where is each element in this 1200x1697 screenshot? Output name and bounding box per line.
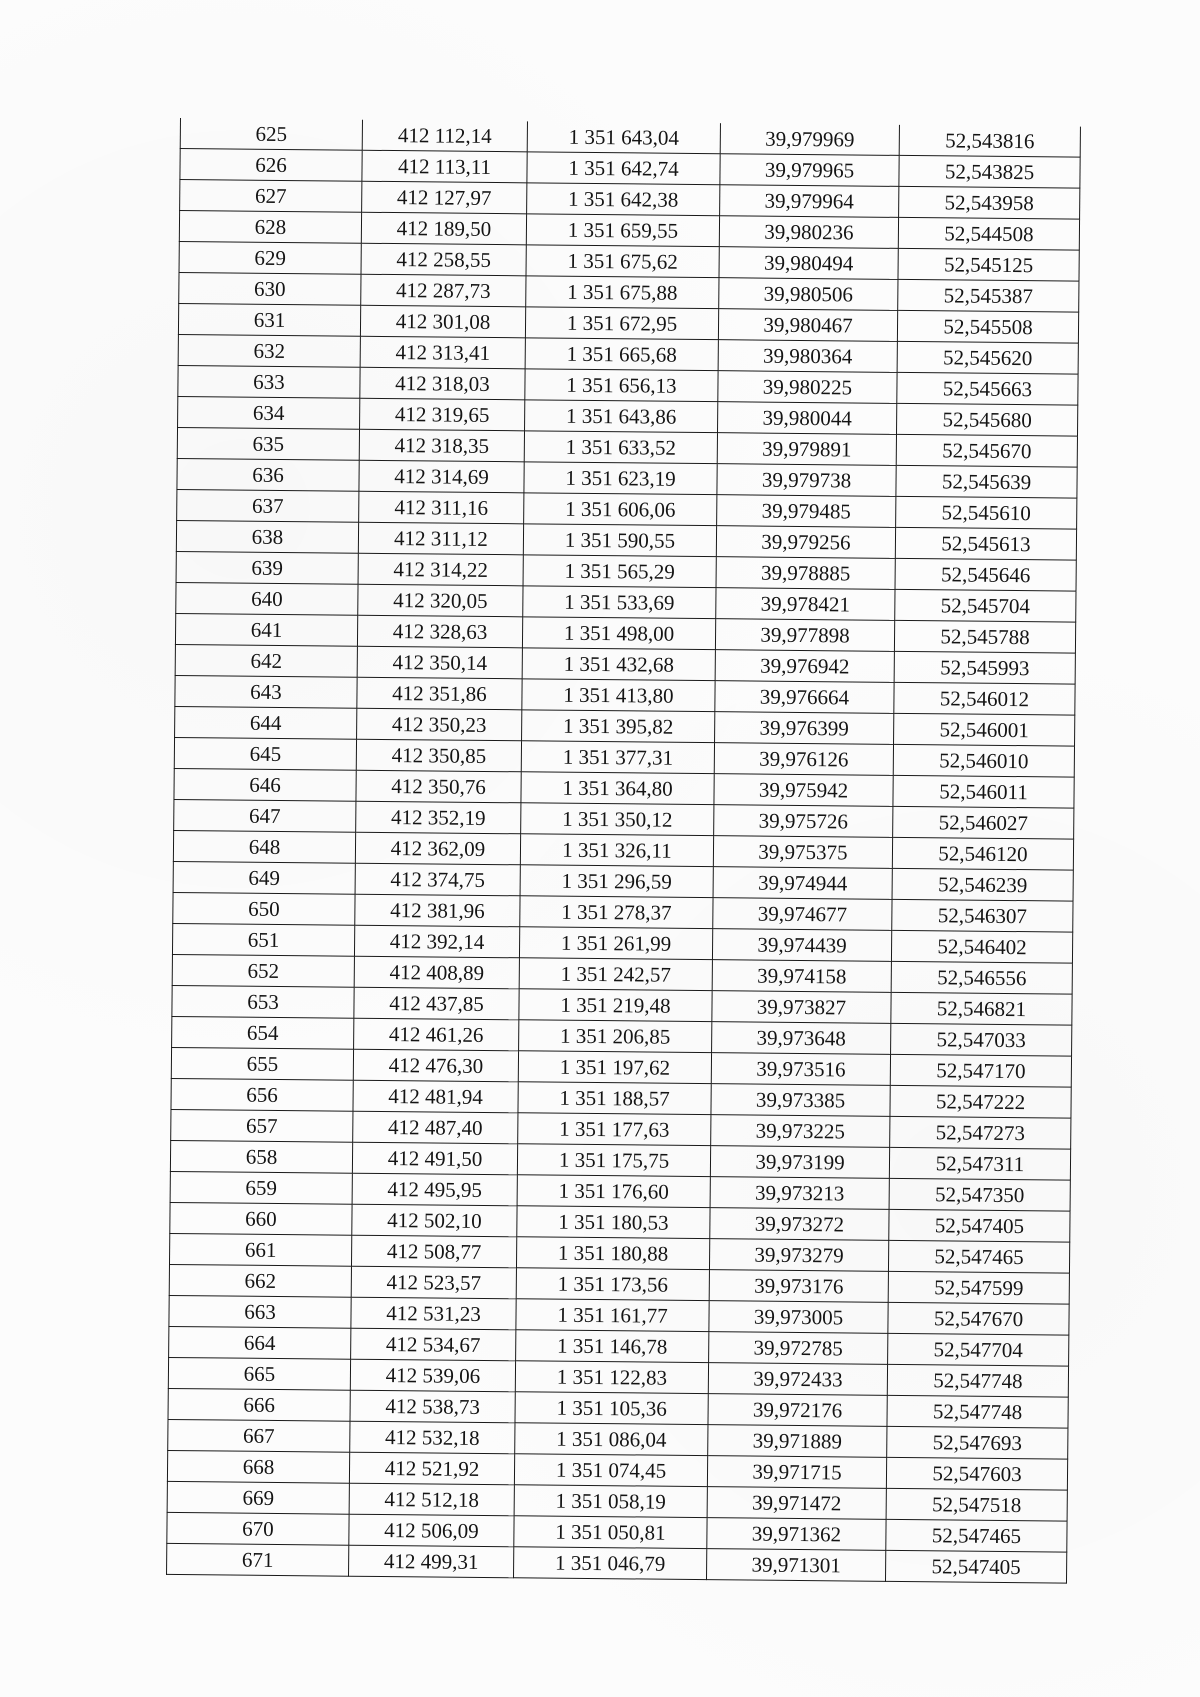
x-coordinate-cell: 412 491,50 bbox=[352, 1142, 517, 1175]
y-coordinate-cell: 1 351 173,56 bbox=[516, 1268, 709, 1301]
x-coordinate-cell: 412 362,09 bbox=[355, 832, 520, 865]
longitude-cell: 39,978421 bbox=[716, 588, 895, 621]
y-coordinate-cell: 1 351 326,11 bbox=[520, 834, 713, 867]
longitude-cell: 39,980506 bbox=[719, 278, 898, 311]
x-coordinate-cell: 412 374,75 bbox=[355, 863, 520, 896]
point-number-cell: 634 bbox=[178, 396, 360, 429]
coordinates-table-wrapper bbox=[166, 118, 1080, 1584]
y-coordinate-cell: 1 351 180,88 bbox=[516, 1237, 709, 1270]
longitude-cell: 39,971889 bbox=[708, 1425, 887, 1458]
x-coordinate-cell: 412 318,35 bbox=[359, 429, 524, 462]
longitude-cell: 39,971715 bbox=[707, 1456, 886, 1489]
latitude-cell: 52,545125 bbox=[898, 248, 1079, 281]
latitude-cell: 52,547670 bbox=[888, 1302, 1069, 1335]
latitude-cell: 52,547518 bbox=[886, 1488, 1067, 1521]
point-number-cell: 655 bbox=[171, 1047, 353, 1080]
x-coordinate-cell: 412 112,14 bbox=[362, 120, 527, 152]
point-number-cell: 629 bbox=[179, 241, 361, 274]
y-coordinate-cell: 1 351 219,48 bbox=[519, 989, 712, 1022]
point-number-cell: 628 bbox=[179, 211, 361, 244]
y-coordinate-cell: 1 351 261,99 bbox=[519, 927, 712, 960]
y-coordinate-cell: 1 351 672,95 bbox=[525, 307, 718, 340]
point-number-cell: 633 bbox=[178, 365, 360, 398]
point-number-cell: 664 bbox=[169, 1326, 351, 1359]
point-number-cell: 663 bbox=[169, 1295, 351, 1328]
latitude-cell: 52,546239 bbox=[892, 868, 1073, 901]
point-number-cell: 660 bbox=[170, 1202, 352, 1235]
longitude-cell: 39,974158 bbox=[712, 960, 891, 993]
x-coordinate-cell: 412 318,03 bbox=[360, 367, 525, 400]
latitude-cell: 52,546821 bbox=[891, 992, 1072, 1025]
longitude-cell: 39,980467 bbox=[718, 309, 897, 342]
longitude-cell: 39,979891 bbox=[717, 433, 896, 466]
latitude-cell: 52,543825 bbox=[899, 155, 1080, 188]
x-coordinate-cell: 412 508,77 bbox=[351, 1235, 516, 1268]
longitude-cell: 39,973385 bbox=[711, 1084, 890, 1117]
latitude-cell: 52,545670 bbox=[896, 434, 1077, 467]
x-coordinate-cell: 412 350,85 bbox=[356, 739, 521, 772]
latitude-cell: 52,546120 bbox=[892, 837, 1073, 870]
point-number-cell: 644 bbox=[175, 706, 357, 739]
x-coordinate-cell: 412 481,94 bbox=[353, 1080, 518, 1113]
point-number-cell: 625 bbox=[180, 118, 362, 150]
point-number-cell: 646 bbox=[174, 768, 356, 801]
x-coordinate-cell: 412 320,05 bbox=[358, 584, 523, 617]
x-coordinate-cell: 412 311,16 bbox=[359, 491, 524, 524]
point-number-cell: 636 bbox=[177, 458, 359, 491]
latitude-cell: 52,545788 bbox=[894, 620, 1075, 653]
longitude-cell: 39,979485 bbox=[717, 495, 896, 528]
latitude-cell: 52,547693 bbox=[887, 1426, 1068, 1459]
longitude-cell: 39,971301 bbox=[706, 1549, 885, 1582]
y-coordinate-cell: 1 351 180,53 bbox=[517, 1206, 710, 1239]
longitude-cell: 39,980236 bbox=[719, 216, 898, 249]
x-coordinate-cell: 412 499,31 bbox=[349, 1545, 514, 1578]
point-number-cell: 668 bbox=[167, 1450, 349, 1483]
longitude-cell: 39,976664 bbox=[715, 681, 894, 714]
latitude-cell: 52,546307 bbox=[892, 899, 1073, 932]
longitude-cell: 39,979969 bbox=[720, 123, 899, 155]
x-coordinate-cell: 412 506,09 bbox=[349, 1514, 514, 1547]
latitude-cell: 52,545508 bbox=[897, 310, 1078, 343]
x-coordinate-cell: 412 287,73 bbox=[361, 274, 526, 307]
point-number-cell: 658 bbox=[170, 1140, 352, 1173]
longitude-cell: 39,979965 bbox=[720, 154, 899, 187]
point-number-cell: 671 bbox=[167, 1543, 349, 1576]
point-number-cell: 631 bbox=[178, 303, 360, 336]
latitude-cell: 52,545620 bbox=[897, 341, 1078, 374]
longitude-cell: 39,973199 bbox=[710, 1146, 889, 1179]
y-coordinate-cell: 1 351 498,00 bbox=[522, 617, 715, 650]
x-coordinate-cell: 412 350,14 bbox=[357, 646, 522, 679]
longitude-cell: 39,974439 bbox=[712, 929, 891, 962]
longitude-cell: 39,975375 bbox=[713, 836, 892, 869]
latitude-cell: 52,547465 bbox=[888, 1240, 1069, 1273]
x-coordinate-cell: 412 408,89 bbox=[354, 956, 519, 989]
latitude-cell: 52,547273 bbox=[890, 1116, 1071, 1149]
x-coordinate-cell: 412 521,92 bbox=[349, 1452, 514, 1485]
latitude-cell: 52,547599 bbox=[888, 1271, 1069, 1304]
latitude-cell: 52,543816 bbox=[899, 125, 1080, 157]
y-coordinate-cell: 1 351 146,78 bbox=[516, 1330, 709, 1363]
longitude-cell: 39,974677 bbox=[713, 898, 892, 931]
point-number-cell: 637 bbox=[177, 489, 359, 522]
point-number-cell: 641 bbox=[175, 613, 357, 646]
point-number-cell: 670 bbox=[167, 1512, 349, 1545]
x-coordinate-cell: 412 113,11 bbox=[362, 150, 527, 183]
latitude-cell: 52,547350 bbox=[889, 1178, 1070, 1211]
point-number-cell: 665 bbox=[168, 1357, 350, 1390]
y-coordinate-cell: 1 351 590,55 bbox=[523, 524, 716, 557]
y-coordinate-cell: 1 351 395,82 bbox=[522, 710, 715, 743]
x-coordinate-cell: 412 531,23 bbox=[351, 1297, 516, 1330]
point-number-cell: 651 bbox=[172, 923, 354, 956]
point-number-cell: 635 bbox=[177, 427, 359, 460]
y-coordinate-cell: 1 351 432,68 bbox=[522, 648, 715, 681]
longitude-cell: 39,973176 bbox=[709, 1270, 888, 1303]
x-coordinate-cell: 412 502,10 bbox=[352, 1204, 517, 1237]
y-coordinate-cell: 1 351 643,86 bbox=[525, 400, 718, 433]
y-coordinate-cell: 1 351 533,69 bbox=[523, 586, 716, 619]
y-coordinate-cell: 1 351 642,38 bbox=[527, 183, 720, 216]
y-coordinate-cell: 1 351 046,79 bbox=[514, 1547, 707, 1580]
y-coordinate-cell: 1 351 642,74 bbox=[527, 152, 720, 185]
latitude-cell: 52,546556 bbox=[891, 961, 1072, 994]
point-number-cell: 645 bbox=[174, 737, 356, 770]
y-coordinate-cell: 1 351 105,36 bbox=[515, 1392, 708, 1425]
x-coordinate-cell: 412 313,41 bbox=[360, 336, 525, 369]
y-coordinate-cell: 1 351 278,37 bbox=[520, 896, 713, 929]
point-number-cell: 654 bbox=[172, 1016, 354, 1049]
latitude-cell: 52,546010 bbox=[893, 744, 1074, 777]
longitude-cell: 39,976126 bbox=[714, 743, 893, 776]
latitude-cell: 52,546027 bbox=[893, 806, 1074, 839]
point-number-cell: 649 bbox=[173, 861, 355, 894]
latitude-cell: 52,547405 bbox=[889, 1209, 1070, 1242]
point-number-cell: 656 bbox=[171, 1078, 353, 1111]
x-coordinate-cell: 412 392,14 bbox=[354, 925, 519, 958]
x-coordinate-cell: 412 314,22 bbox=[358, 553, 523, 586]
longitude-cell: 39,980044 bbox=[718, 402, 897, 435]
point-number-cell: 659 bbox=[170, 1171, 352, 1204]
y-coordinate-cell: 1 351 623,19 bbox=[524, 462, 717, 495]
longitude-cell: 39,973213 bbox=[710, 1177, 889, 1210]
point-number-cell: 639 bbox=[176, 551, 358, 584]
latitude-cell: 52,545387 bbox=[898, 279, 1079, 312]
y-coordinate-cell: 1 351 633,52 bbox=[524, 431, 717, 464]
y-coordinate-cell: 1 351 074,45 bbox=[514, 1454, 707, 1487]
longitude-cell: 39,980494 bbox=[719, 247, 898, 280]
longitude-cell: 39,979964 bbox=[720, 185, 899, 218]
x-coordinate-cell: 412 461,26 bbox=[354, 1018, 519, 1051]
longitude-cell: 39,978885 bbox=[716, 557, 895, 590]
longitude-cell: 39,973005 bbox=[709, 1301, 888, 1334]
longitude-cell: 39,973516 bbox=[711, 1053, 890, 1086]
longitude-cell: 39,971472 bbox=[707, 1487, 886, 1520]
coordinates-table bbox=[166, 118, 1081, 1584]
latitude-cell: 52,545610 bbox=[896, 496, 1077, 529]
point-number-cell: 652 bbox=[172, 954, 354, 987]
y-coordinate-cell: 1 351 377,31 bbox=[521, 741, 714, 774]
latitude-cell: 52,546402 bbox=[891, 930, 1072, 963]
x-coordinate-cell: 412 512,18 bbox=[349, 1483, 514, 1516]
y-coordinate-cell: 1 351 161,77 bbox=[516, 1299, 709, 1332]
longitude-cell: 39,973225 bbox=[711, 1115, 890, 1148]
x-coordinate-cell: 412 487,40 bbox=[353, 1111, 518, 1144]
y-coordinate-cell: 1 351 188,57 bbox=[518, 1082, 711, 1115]
point-number-cell: 643 bbox=[175, 675, 357, 708]
longitude-cell: 39,975942 bbox=[714, 774, 893, 807]
point-number-cell: 669 bbox=[167, 1481, 349, 1514]
latitude-cell: 52,546012 bbox=[894, 682, 1075, 715]
y-coordinate-cell: 1 351 606,06 bbox=[524, 493, 717, 526]
x-coordinate-cell: 412 328,63 bbox=[357, 615, 522, 648]
point-number-cell: 666 bbox=[168, 1388, 350, 1421]
latitude-cell: 52,545680 bbox=[896, 403, 1077, 436]
y-coordinate-cell: 1 351 565,29 bbox=[523, 555, 716, 588]
y-coordinate-cell: 1 351 058,19 bbox=[514, 1485, 707, 1518]
point-number-cell: 642 bbox=[175, 644, 357, 677]
x-coordinate-cell: 412 127,97 bbox=[362, 181, 527, 214]
latitude-cell: 52,545993 bbox=[894, 651, 1075, 684]
latitude-cell: 52,547748 bbox=[887, 1364, 1068, 1397]
longitude-cell: 39,973272 bbox=[710, 1208, 889, 1241]
coordinates-table-body bbox=[167, 118, 1081, 1583]
latitude-cell: 52,545704 bbox=[895, 589, 1076, 622]
latitude-cell: 52,544508 bbox=[898, 217, 1079, 250]
y-coordinate-cell: 1 351 675,88 bbox=[526, 276, 719, 309]
longitude-cell: 39,973279 bbox=[709, 1239, 888, 1272]
point-number-cell: 632 bbox=[178, 334, 360, 367]
longitude-cell: 39,976399 bbox=[715, 712, 894, 745]
latitude-cell: 52,547704 bbox=[888, 1333, 1069, 1366]
y-coordinate-cell: 1 351 656,13 bbox=[525, 369, 718, 402]
point-number-cell: 657 bbox=[171, 1109, 353, 1142]
x-coordinate-cell: 412 539,06 bbox=[350, 1359, 515, 1392]
latitude-cell: 52,547405 bbox=[885, 1550, 1066, 1583]
latitude-cell: 52,547748 bbox=[887, 1395, 1068, 1428]
longitude-cell: 39,975726 bbox=[714, 805, 893, 838]
x-coordinate-cell: 412 301,08 bbox=[360, 305, 525, 338]
point-number-cell: 630 bbox=[179, 272, 361, 305]
x-coordinate-cell: 412 350,23 bbox=[357, 708, 522, 741]
longitude-cell: 39,972176 bbox=[708, 1394, 887, 1427]
x-coordinate-cell: 412 523,57 bbox=[351, 1266, 516, 1299]
longitude-cell: 39,972785 bbox=[709, 1332, 888, 1365]
y-coordinate-cell: 1 351 206,85 bbox=[519, 1020, 712, 1053]
latitude-cell: 52,547033 bbox=[891, 1023, 1072, 1056]
x-coordinate-cell: 412 532,18 bbox=[350, 1421, 515, 1454]
y-coordinate-cell: 1 351 197,62 bbox=[518, 1051, 711, 1084]
x-coordinate-cell: 412 381,96 bbox=[355, 894, 520, 927]
x-coordinate-cell: 412 314,69 bbox=[359, 460, 524, 493]
longitude-cell: 39,976942 bbox=[715, 650, 894, 683]
y-coordinate-cell: 1 351 176,60 bbox=[517, 1175, 710, 1208]
y-coordinate-cell: 1 351 242,57 bbox=[519, 958, 712, 991]
longitude-cell: 39,979738 bbox=[717, 464, 896, 497]
latitude-cell: 52,547170 bbox=[890, 1054, 1071, 1087]
x-coordinate-cell: 412 319,65 bbox=[360, 398, 525, 431]
x-coordinate-cell: 412 495,95 bbox=[352, 1173, 517, 1206]
y-coordinate-cell: 1 351 296,59 bbox=[520, 865, 713, 898]
longitude-cell: 39,980225 bbox=[718, 371, 897, 404]
point-number-cell: 662 bbox=[169, 1264, 351, 1297]
longitude-cell: 39,973648 bbox=[712, 1022, 891, 1055]
x-coordinate-cell: 412 352,19 bbox=[356, 801, 521, 834]
y-coordinate-cell: 1 351 350,12 bbox=[521, 803, 714, 836]
longitude-cell: 39,974944 bbox=[713, 867, 892, 900]
point-number-cell: 638 bbox=[176, 520, 358, 553]
x-coordinate-cell: 412 476,30 bbox=[353, 1049, 518, 1082]
latitude-cell: 52,547311 bbox=[889, 1147, 1070, 1180]
latitude-cell: 52,545646 bbox=[895, 558, 1076, 591]
point-number-cell: 640 bbox=[176, 582, 358, 615]
longitude-cell: 39,980364 bbox=[718, 340, 897, 373]
longitude-cell: 39,972433 bbox=[708, 1363, 887, 1396]
x-coordinate-cell: 412 258,55 bbox=[361, 243, 526, 276]
y-coordinate-cell: 1 351 177,63 bbox=[518, 1113, 711, 1146]
y-coordinate-cell: 1 351 643,04 bbox=[527, 121, 720, 153]
point-number-cell: 648 bbox=[173, 830, 355, 863]
latitude-cell: 52,545663 bbox=[897, 372, 1078, 405]
y-coordinate-cell: 1 351 086,04 bbox=[515, 1423, 708, 1456]
x-coordinate-cell: 412 189,50 bbox=[361, 212, 526, 245]
latitude-cell: 52,547603 bbox=[886, 1457, 1067, 1490]
x-coordinate-cell: 412 350,76 bbox=[356, 770, 521, 803]
point-number-cell: 650 bbox=[173, 892, 355, 925]
x-coordinate-cell: 412 534,67 bbox=[351, 1328, 516, 1361]
y-coordinate-cell: 1 351 659,55 bbox=[526, 214, 719, 247]
latitude-cell: 52,545613 bbox=[895, 527, 1076, 560]
point-number-cell: 653 bbox=[172, 985, 354, 1018]
point-number-cell: 627 bbox=[180, 180, 362, 213]
latitude-cell: 52,546001 bbox=[894, 713, 1075, 746]
x-coordinate-cell: 412 311,12 bbox=[358, 522, 523, 555]
y-coordinate-cell: 1 351 665,68 bbox=[525, 338, 718, 371]
y-coordinate-cell: 1 351 413,80 bbox=[522, 679, 715, 712]
point-number-cell: 667 bbox=[168, 1419, 350, 1452]
longitude-cell: 39,971362 bbox=[707, 1518, 886, 1551]
x-coordinate-cell: 412 437,85 bbox=[354, 987, 519, 1020]
latitude-cell: 52,547222 bbox=[890, 1085, 1071, 1118]
y-coordinate-cell: 1 351 675,62 bbox=[526, 245, 719, 278]
longitude-cell: 39,979256 bbox=[716, 526, 895, 559]
y-coordinate-cell: 1 351 175,75 bbox=[517, 1144, 710, 1177]
longitude-cell: 39,977898 bbox=[715, 619, 894, 652]
y-coordinate-cell: 1 351 050,81 bbox=[514, 1516, 707, 1549]
point-number-cell: 626 bbox=[180, 149, 362, 182]
latitude-cell: 52,543958 bbox=[899, 186, 1080, 219]
point-number-cell: 661 bbox=[169, 1233, 351, 1266]
x-coordinate-cell: 412 538,73 bbox=[350, 1390, 515, 1423]
latitude-cell: 52,546011 bbox=[893, 775, 1074, 808]
y-coordinate-cell: 1 351 364,80 bbox=[521, 772, 714, 805]
longitude-cell: 39,973827 bbox=[712, 991, 891, 1024]
x-coordinate-cell: 412 351,86 bbox=[357, 677, 522, 710]
point-number-cell: 647 bbox=[174, 799, 356, 832]
latitude-cell: 52,545639 bbox=[896, 465, 1077, 498]
latitude-cell: 52,547465 bbox=[886, 1519, 1067, 1552]
y-coordinate-cell: 1 351 122,83 bbox=[515, 1361, 708, 1394]
